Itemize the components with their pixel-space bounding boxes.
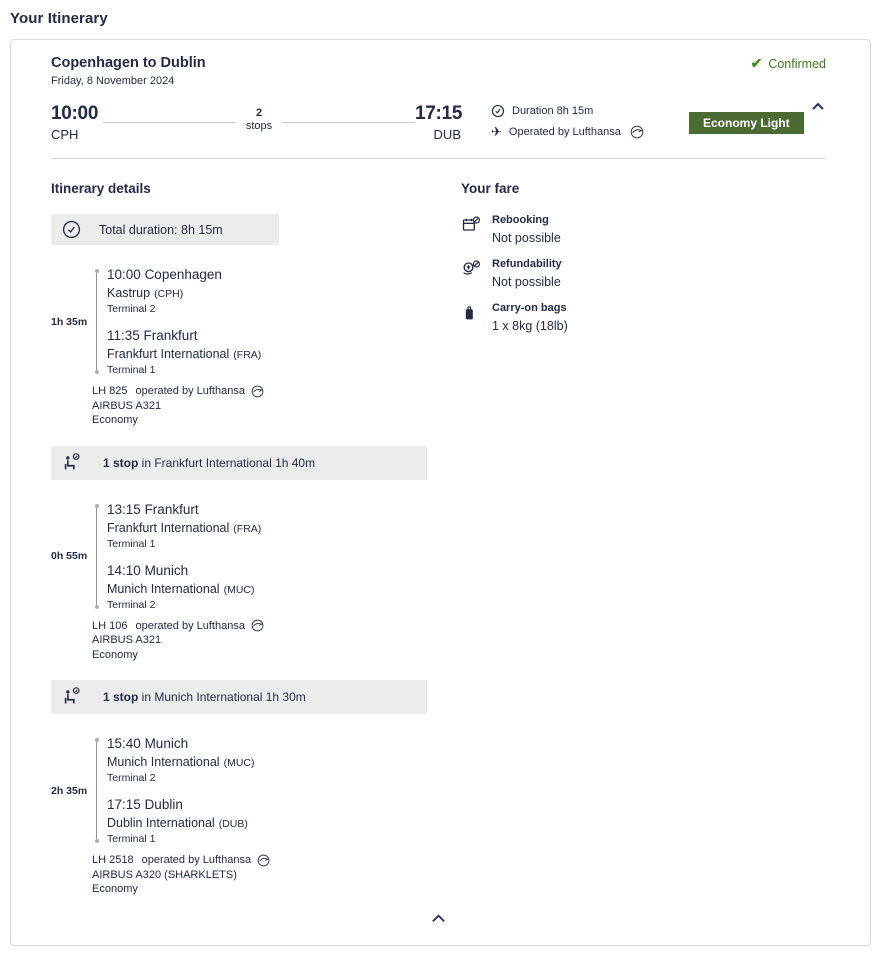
leg-departure: [107, 736, 427, 784]
lufthansa-logo-icon: [251, 619, 264, 632]
card-header: [51, 55, 826, 87]
leg-airport-code: (MUC): [223, 583, 255, 596]
leg-terminal: Terminal 2: [107, 303, 156, 315]
segment-duration: 2h 35m: [51, 784, 88, 797]
segment-duration: 0h 55m: [51, 550, 88, 562]
leg-airport-name: Munich International: [107, 755, 220, 769]
flight-info: [92, 384, 427, 428]
status-badge: [751, 55, 826, 72]
arrival-time: 17:15: [415, 103, 463, 124]
duration-row: [491, 104, 677, 118]
leg-arrival: [107, 797, 427, 845]
itinerary-card: [10, 39, 871, 946]
operated-by-label: Operated by Lufthansa: [508, 126, 621, 138]
stops-indicator: [236, 107, 282, 132]
lufthansa-logo-icon: [630, 125, 644, 139]
collapse-card-chevron-up-icon[interactable]: [431, 913, 446, 924]
leg-departure: [107, 502, 427, 550]
segment-duration: 1h 35m: [51, 315, 88, 328]
segment-timeline: [93, 267, 100, 376]
timeline-dot: [95, 605, 99, 609]
leg-airport-name: Frankfurt International: [107, 520, 230, 535]
leg-airport-name: Frankfurt International: [107, 347, 230, 361]
fare-brand-badge: Economy Light: [689, 112, 804, 134]
operated-by-row: [491, 124, 677, 140]
route-graphic: [103, 107, 415, 132]
stops-count: 2: [255, 107, 263, 119]
flight-info: [92, 853, 427, 897]
timeline-line: [96, 508, 98, 605]
arrival-summary: [415, 103, 461, 142]
aircraft-type: AIRBUS A320 (SHARKLETS): [92, 868, 237, 881]
leg-city: Munich: [144, 562, 189, 578]
card-body: [51, 159, 826, 897]
leg-time: 13:15: [107, 501, 141, 517]
page-title: Your Itinerary: [10, 10, 108, 27]
fare-value: 1 x 8kg (18lb): [492, 319, 568, 333]
flight-number: LH 2518: [92, 854, 134, 866]
leg-terminal: Terminal 2: [107, 772, 156, 784]
leg-airport-code: (DUB): [218, 818, 248, 830]
leg-airport-code: (CPH): [154, 288, 184, 300]
your-fare-section: [461, 181, 826, 897]
flight-number: LH 825: [92, 385, 128, 397]
operated-by-label: operated by Lufthansa: [141, 854, 252, 866]
leg-terminal: Terminal 1: [107, 364, 156, 376]
status-label: Confirmed: [768, 56, 826, 71]
carry-on-bag-icon: [461, 303, 481, 323]
leg-arrival: [107, 328, 427, 376]
leg-time: 15:40: [107, 736, 141, 751]
expand-row: [51, 897, 826, 939]
cabin-class: Economy: [92, 414, 138, 426]
leg-terminal: Terminal 1: [107, 833, 156, 845]
fare-label: Rebooking: [492, 214, 549, 226]
timeline-line: [96, 742, 98, 839]
fare-value: Not possible: [492, 231, 561, 245]
flight-number: LH 106: [92, 619, 128, 632]
fare-label: Carry-on bags: [492, 302, 567, 314]
leg-terminal: Terminal 2: [107, 598, 156, 611]
rebooking-calendar-icon: [461, 215, 481, 235]
total-duration-label: Total duration: 8h 15m: [99, 222, 223, 237]
cabin-class: Economy: [92, 648, 138, 661]
route-date: Friday, 8 November 2024: [51, 75, 175, 87]
leg-time: 11:35: [107, 328, 140, 343]
stopover-label: 1 stop in Frankfurt International 1h 40m: [103, 455, 316, 470]
flight-segment: [51, 502, 427, 663]
stopover-label: 1 stop in Munich International 1h 30m: [103, 690, 306, 704]
leg-airport-name: Kastrup: [107, 286, 151, 300]
leg-terminal: Terminal 1: [107, 537, 156, 550]
collapse-chevron-up-icon[interactable]: [810, 99, 826, 115]
seat-stopover-icon: [61, 686, 83, 708]
leg-city: Copenhagen: [144, 267, 222, 282]
total-duration-bar: [51, 214, 279, 245]
fare-item-refundability: [461, 258, 826, 289]
timeline-dot: [95, 370, 99, 374]
departure-time: 10:00: [51, 103, 99, 124]
summary-meta: [491, 103, 677, 146]
route-line-left: [103, 122, 236, 123]
operated-by-label: operated by Lufthansa: [135, 385, 245, 397]
departure-code: CPH: [51, 127, 79, 142]
lufthansa-logo-icon: [257, 854, 270, 867]
flight-summary-row: [51, 103, 826, 146]
segment-timeline: [93, 736, 100, 845]
plane-icon: ✈: [491, 124, 502, 139]
leg-airport-code: (FRA): [233, 522, 262, 535]
fare-item-carry-on: [461, 302, 826, 333]
operated-by-label: operated by Lufthansa: [135, 619, 245, 632]
stops-label: stops: [245, 120, 273, 132]
fare-item-rebooking: [461, 214, 826, 245]
seat-stopover-icon: [61, 452, 83, 474]
aircraft-type: AIRBUS A321: [92, 634, 162, 646]
departure-summary: [51, 103, 103, 142]
leg-time: 17:15: [107, 797, 141, 812]
leg-departure: [107, 267, 427, 315]
itinerary-details-section: [51, 181, 427, 897]
clock-icon: [62, 220, 81, 239]
leg-city: Dublin: [144, 797, 183, 812]
route-title: Copenhagen to Dublin: [51, 55, 206, 71]
lufthansa-logo-icon: [251, 385, 264, 398]
leg-city: Frankfurt: [143, 328, 198, 343]
itinerary-details-heading: Itinerary details: [51, 181, 151, 196]
your-fare-heading: Your fare: [461, 181, 520, 196]
aircraft-type: AIRBUS A321: [92, 399, 162, 412]
leg-time: 14:10: [107, 562, 141, 578]
segment-timeline: [93, 502, 100, 611]
leg-airport-code: (FRA): [233, 349, 262, 361]
arrival-code: DUB: [433, 127, 461, 142]
leg-city: Frankfurt: [144, 501, 199, 517]
leg-airport-code: (MUC): [223, 757, 255, 769]
timeline-dot: [95, 839, 99, 843]
fare-value: Not possible: [492, 275, 561, 289]
flight-info: [92, 619, 427, 663]
stopover-bar: [51, 680, 427, 714]
leg-time: 10:00: [107, 267, 141, 282]
stopover-bar: [51, 446, 427, 480]
leg-airport-name: Dublin International: [107, 816, 215, 830]
check-icon: ✔: [750, 55, 763, 71]
flight-segment: [51, 267, 427, 428]
fare-label: Refundability: [492, 258, 562, 270]
timeline-line: [96, 273, 98, 370]
leg-airport-name: Munich International: [107, 581, 220, 596]
flight-segment: [51, 736, 427, 897]
route-line-right: [282, 122, 415, 123]
clock-icon: [491, 104, 505, 118]
leg-arrival: [107, 563, 427, 611]
leg-city: Munich: [144, 736, 189, 751]
duration-label: Duration 8h 15m: [512, 105, 594, 117]
route-header: [51, 55, 206, 87]
cabin-class: Economy: [92, 883, 138, 895]
refundability-icon: [461, 259, 481, 279]
